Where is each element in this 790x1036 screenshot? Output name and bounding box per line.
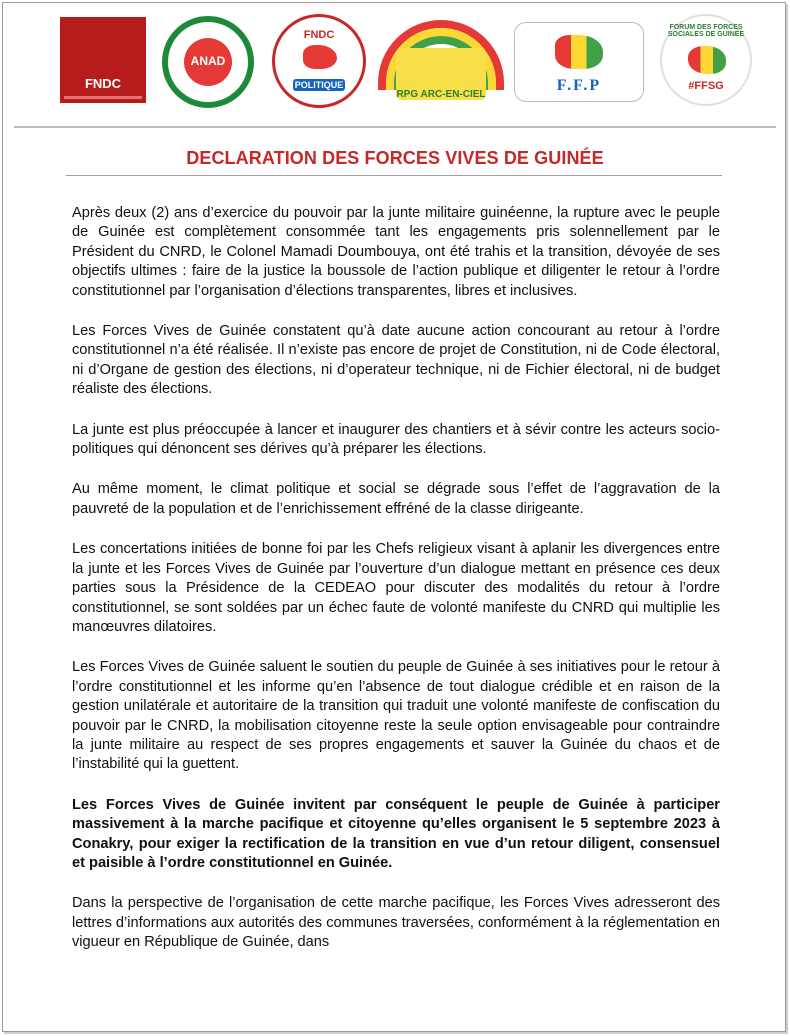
anad-logo-label: ANAD: [190, 54, 226, 68]
paragraph: Les concertations initiées de bonne foi par les Chefs religieux visant à aplanir les divergences entre la junte et les Forces Vives de Guinée par l’ouverture d’un dialogue mettant en présence ces deux parties sous la Présidence de la CEDEAO pour discuter des modalités du retour à l’ordre constitutionnel, se sont soldées par un échec faute de volonté manifeste du CNRD qui multiplie les manœuvres dilatoires.: [72, 541, 720, 635]
paragraph: Les Forces Vives de Guinée constatent qu’à date aucune action concourant au retour à l’ordre constitutionnel n’a été réalisée. Il n’existe pas encore de projet de Constitution, ni de Code électoral, ni d’Organe de gestion des élections, ni d’operateur technique, ni de Fichier électoral, ni de budget réaliste des élections.: [72, 323, 720, 398]
guinea-map-icon: [303, 45, 337, 69]
paragraph: Les Forces Vives de Guinée saluent le soutien du peuple de Guinée à ses initiatives pour le retour à l’ordre constitutionnel et les informe qu’en l’absence de tout dialogue crédible et en raison de la gestion unilatérale et autoritaire de la transition qui traduit une volonté manifeste de confiscation du pouvoir par le CNRD, la mobilisation citoyenne reste la seule option envisageable pour contraindre la junte militaire au respect de ses propres engagements et sauver la Guinée du chaos et de l’instabilité qui la guettent.: [72, 659, 720, 773]
ffp-logo-label: F.F.P: [556, 77, 602, 94]
paragraph: Dans la perspective de l’organisation de cette marche pacifique, les Forces Vives adresseront des lettres d’informations aux autorités des communes traversées, conformément à la réglementation en vigueur en République de Guinée, dans: [72, 895, 720, 951]
paragraph: La junte est plus préoccupée à lancer et inaugurer des chantiers et à sévir contre les acteurs socio- politiques qui dénoncent ses dérives qu’à préparer les élections.: [72, 421, 720, 458]
fndc-politique-logo-title: FNDC: [303, 29, 335, 41]
paragraph: Au même moment, le climat politique et social se dégrade sous l’effet de l’aggravation de la pauvreté de la population et de l’enrichissement effréné de la classe dirigeante.: [72, 481, 720, 517]
document-body: [72, 204, 720, 974]
paragraph: Après deux (2) ans d’exercice du pouvoir par la junte militaire guinéenne, la rupture avec le peuple de Guinée est complètement consommée tant les engagements pris solennellement par le Président du CNRD, le Colonel Mamadi Doumbouya, ont été trahis et la transition, dévoyée de ses objectifs ultimes : faire de la justice la boussole de l’action publique et diligenter le retour à l’ordre constitutionnel par l’organisation d’élections transparentes, libres et inclusives.: [72, 205, 720, 299]
guinea-flag-map-icon: [555, 35, 603, 69]
rpg-logo-label: RPG ARC-EN-CIEL: [396, 89, 486, 100]
header-divider: [14, 126, 776, 128]
fndc-politique-logo-sublabel: POLITIQUE: [294, 80, 344, 90]
call-to-action-paragraph: Les Forces Vives de Guinée invitent par conséquent le peuple de Guinée à participer massivement à la marche pacifique et citoyenne qu’elles organisent le 5 septembre 2023 à Conakry, pour exiger la rectification de la transition en vue d’un retour diligent, consensuel et paisible à l’ordre constitutionnel en Guinée.: [72, 796, 720, 871]
fndc-logo-stripe: [64, 96, 142, 99]
anad-logo: [162, 16, 254, 108]
fndc-politique-logo: [272, 14, 366, 108]
fndc-logo-label: FNDC: [84, 76, 122, 91]
ffp-logo: [514, 22, 644, 102]
ffsg-logo: [660, 14, 752, 106]
title-underline: [66, 175, 722, 176]
ffsg-logo-ring-text: FORUM DES FORCES SOCIALES DE GUINÉE: [667, 24, 745, 38]
ffsg-logo-label: #FFSG: [688, 80, 724, 92]
logo-banner: [56, 14, 756, 110]
fndc-logo: [60, 17, 146, 103]
guinea-flag-map-icon: [688, 46, 726, 74]
rpg-arc-en-ciel-logo: [378, 14, 504, 108]
document-title: DECLARATION DES FORCES VIVES DE GUINÉE: [186, 148, 604, 168]
